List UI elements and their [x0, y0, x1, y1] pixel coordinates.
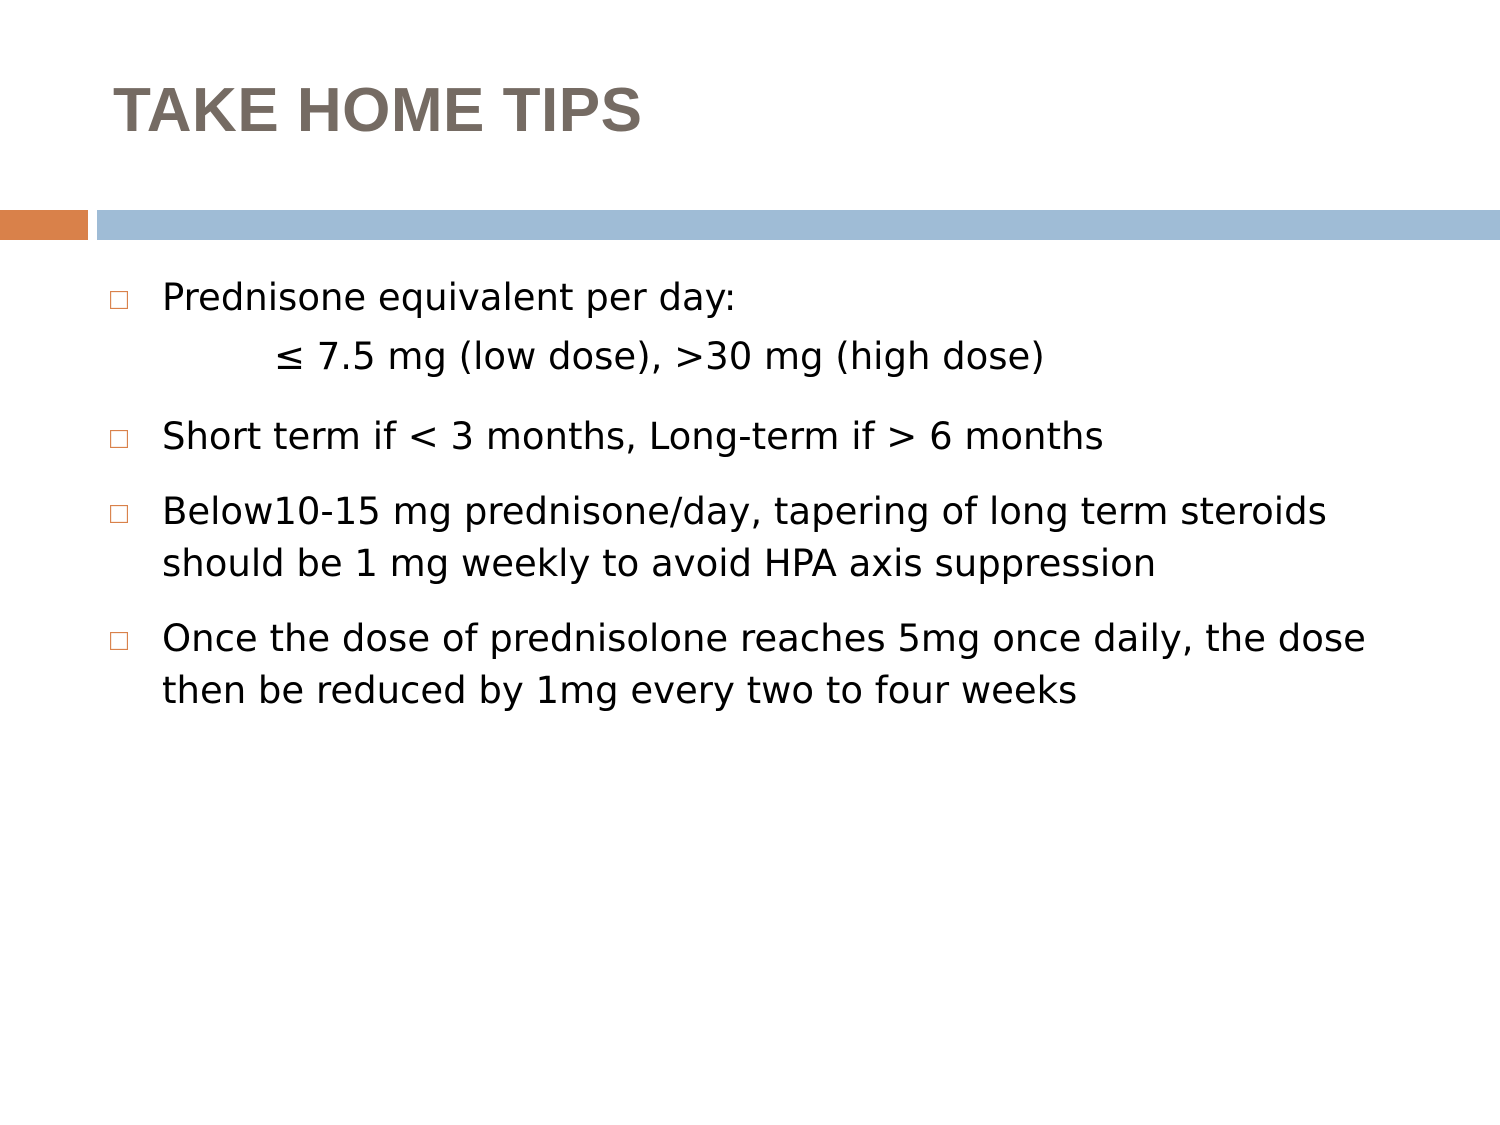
divider-bar — [97, 210, 1500, 240]
list-item-text: Below10-15 mg prednisone/day, tapering of long term steroids should be 1 mg weekly to avoid HPA axis suppression — [162, 489, 1327, 586]
list-item — [110, 411, 1430, 464]
list-item — [110, 486, 1430, 591]
list-item-main: Prednisone equivalent per day: — [162, 276, 737, 319]
square-bullet-icon: □ — [110, 283, 129, 316]
divider-accent-block — [0, 210, 88, 240]
list-item-subline: ≤ 7.5 mg (low dose), >30 mg (high dose) — [274, 334, 1045, 378]
list-item — [110, 272, 1430, 383]
list-item — [110, 613, 1430, 718]
list-item-text — [162, 272, 1430, 383]
square-bullet-icon: □ — [110, 496, 129, 530]
page-title: TAKE HOME TIPS — [113, 76, 643, 145]
list-item-text: Once the dose of prednisolone reaches 5mg once daily, the dose then be reduced by 1mg every two to four weeks — [162, 616, 1366, 713]
slide-body — [110, 272, 1430, 740]
title-divider — [0, 210, 1500, 240]
square-bullet-icon: □ — [110, 422, 129, 456]
square-bullet-icon: □ — [110, 623, 129, 657]
list-item-text: Short term if < 3 months, Long-term if > 6 months — [162, 415, 1104, 459]
